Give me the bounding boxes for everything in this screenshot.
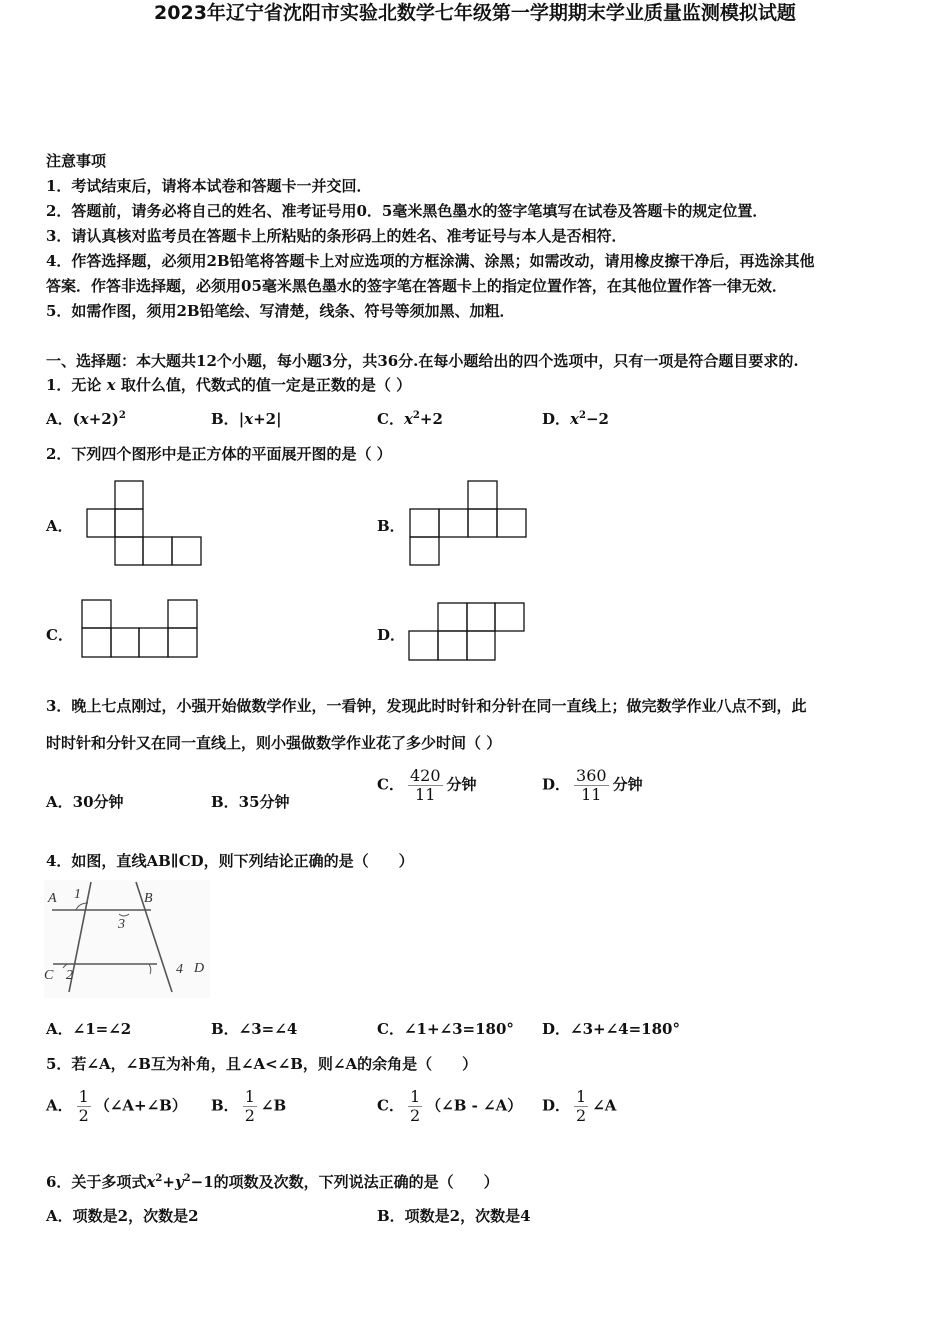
cube-net-a — [87, 481, 201, 565]
q1-option-a[interactable]: A．$(x+2)^2$ — [46, 410, 126, 428]
q6-option-b[interactable]: B．项数是2，次数是4 — [377, 1207, 531, 1225]
q4-option-d[interactable]: D．∠3+∠4=180° — [542, 1020, 680, 1038]
cube-net-d — [409, 603, 524, 660]
q4-stem: 4．如图，直线AB∥CD，则下列结论正确的是（ ） — [46, 852, 414, 870]
cube-net-b — [410, 481, 526, 565]
parallel-lines-figure — [44, 880, 210, 998]
q4-option-b[interactable]: B．∠3=∠4 — [211, 1020, 298, 1038]
q6-option-a[interactable]: A．项数是2，次数是2 — [46, 1207, 199, 1225]
fraction: $\frac{1}{2}$ — [244, 1087, 255, 1125]
q5-option-c[interactable]: C． $\frac{1}{2}$ （∠B - ∠A） — [377, 1087, 523, 1125]
fraction: $\frac{1}{2}$ — [78, 1087, 89, 1125]
fraction: $\frac{360}{11}$ — [576, 766, 607, 804]
label-c: C — [44, 968, 54, 983]
q3-option-b[interactable]: B．35分钟 — [211, 793, 290, 811]
notice-item: 4．作答选择题，必须用2B铅笔将答题卡上对应选项的方框涂满、涂黑；如需改动，请用橡皮擦干净后，再选涂其他 — [46, 252, 815, 270]
q1-option-d[interactable]: D．$x^2-2$ — [542, 410, 609, 428]
q2-option-d-label[interactable]: D． — [377, 626, 406, 644]
q2-stem: 2．下列四个图形中是正方体的平面展开图的是（ ） — [46, 445, 392, 463]
notice-item: 2．答题前，请务必将自己的姓名、准考证号用0．5毫米黑色墨水的签字笔填写在试卷及答题卡的规定位置． — [46, 202, 768, 220]
q2-option-a-label[interactable]: A． — [46, 517, 73, 535]
label-b: B — [144, 891, 153, 906]
q1-stem: 1．无论 x 取什么值，代数式的值一定是正数的是（ ） — [46, 376, 412, 394]
label-d: D — [194, 961, 205, 976]
label-angle-2: 2 — [66, 968, 73, 983]
label-angle-3: 3 — [118, 917, 125, 932]
label-a: A — [48, 891, 57, 906]
q3-option-d[interactable]: D． $\frac{360}{11}$ 分钟 — [542, 766, 643, 804]
notice-item: 3．请认真核对监考员在答题卡上所粘贴的条形码上的姓名、准考证号与本人是否相符． — [46, 227, 627, 245]
page-title: 2023年辽宁省沈阳市实验北数学七年级第一学期期末学业质量监测模拟试题 — [154, 2, 796, 24]
notice-heading: 注意事项 — [46, 152, 107, 170]
q5-option-b[interactable]: B． $\frac{1}{2}$ ∠B — [211, 1087, 287, 1125]
q2-option-c-label[interactable]: C． — [46, 626, 73, 644]
fraction: $\frac{1}{2}$ — [576, 1087, 587, 1125]
notice-item: 答案．作答非选择题，必须用05毫米黑色墨水的签字笔在答题卡上的指定位置作答，在其他位置作答一律无效． — [46, 277, 787, 295]
q5-option-d[interactable]: D． $\frac{1}{2}$ ∠A — [542, 1087, 617, 1125]
q3-stem-line2: 时时针和分针又在同一直线上，则小强做数学作业花了多少时间（ ） — [46, 734, 502, 752]
q3-stem-line1: 3．晚上七点刚过，小强开始做数学作业，一看钟，发现此时时针和分针在同一直线上；做完数学作业八点不到，此 — [46, 697, 807, 715]
q1-option-c[interactable]: C．$x^2+2$ — [377, 410, 443, 428]
fraction: $\frac{420}{11}$ — [409, 766, 441, 804]
q1-option-b[interactable]: B．|x+2| — [211, 410, 282, 428]
fraction: $\frac{1}{2}$ — [409, 1087, 421, 1125]
section-heading: 一、选择题：本大题共12个小题，每小题3分，共36分.在每小题给出的四个选项中，只有一项是符合题目要求的. — [46, 352, 799, 370]
q3-option-a[interactable]: A．30分钟 — [46, 793, 124, 811]
label-angle-1: 1 — [74, 887, 81, 902]
q6-stem: 6．关于多项式$x^2+y^2-1$的项数及次数，下列说法正确的是（ ） — [46, 1173, 499, 1191]
label-angle-4: 4 — [176, 962, 183, 977]
q5-stem: 5．若∠A，∠B互为补角，且∠A<∠B，则∠A的余角是（ ） — [46, 1055, 478, 1073]
q4-option-c[interactable]: C．∠1+∠3=180° — [377, 1020, 514, 1038]
notice-item: 1．考试结束后，请将本试卷和答题卡一并交回． — [46, 177, 372, 195]
notice-item: 5．如需作图，须用2B铅笔绘、写清楚，线条、符号等须加黑、加粗． — [46, 302, 515, 320]
q4-option-a[interactable]: A．∠1=∠2 — [46, 1020, 132, 1038]
q3-option-c[interactable]: C． $\frac{420}{11}$ 分钟 — [377, 766, 477, 804]
q2-option-b-label[interactable]: B． — [377, 517, 405, 535]
q5-option-a[interactable]: A． $\frac{1}{2}$ （∠A+∠B） — [46, 1087, 187, 1125]
cube-net-c — [82, 600, 197, 657]
